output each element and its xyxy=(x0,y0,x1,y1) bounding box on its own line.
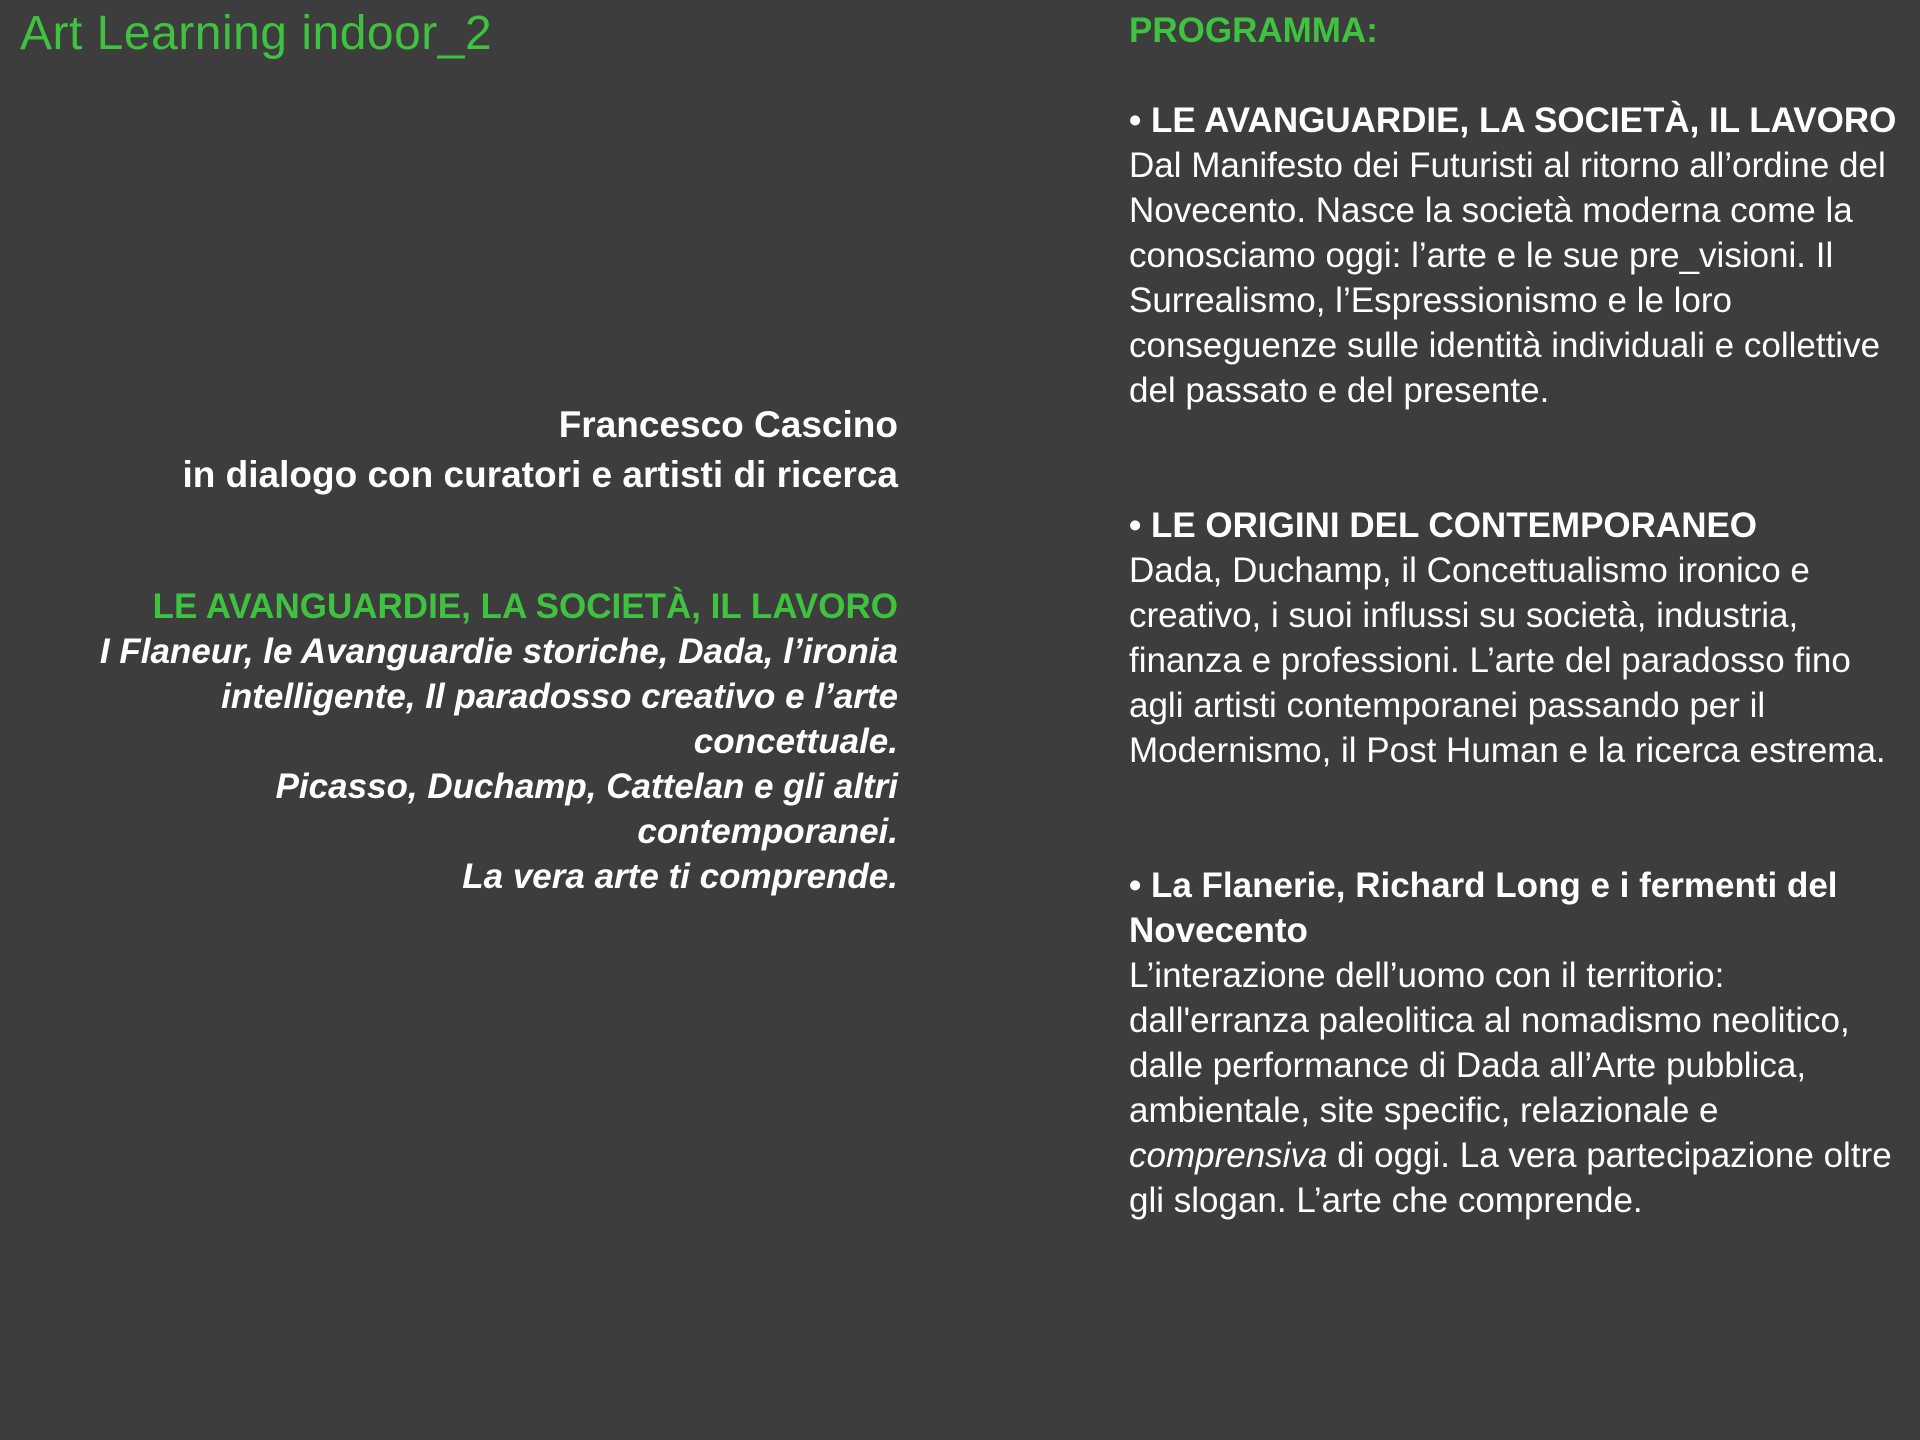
programma-label: PROGRAMMA: xyxy=(1129,11,1378,50)
section-body-emphasis: comprensiva xyxy=(1129,1136,1328,1175)
section-title: • LE ORIGINI DEL CONTEMPORANEO xyxy=(1129,506,1758,545)
section-body xyxy=(1129,953,1913,1223)
intro-line-1: I Flaneur, le Avanguardie storiche, Dada, l’ironia intelligente, Il paradosso creativo e l’arte concettuale. xyxy=(99,632,898,761)
programma-column xyxy=(1129,8,1913,1223)
programma-section-2 xyxy=(1129,503,1913,773)
section-body: Dal Manifesto dei Futuristi al ritorno all’ordine del Novecento. Nasce la società moderna come la conosciamo oggi: l’arte e le sue pre_visioni. Il Surrealismo, l’Espressionismo e le loro conseguenze sulle identità individuali e collettive del passato e del presente. xyxy=(1129,146,1886,410)
page-title: Art Learning indoor_2 xyxy=(20,7,493,60)
programma-section-1 xyxy=(1129,98,1913,413)
intro-line-3: La vera arte ti comprende. xyxy=(462,857,898,896)
section-title: • La Flanerie, Richard Long e i fermenti del Novecento xyxy=(1129,866,1838,950)
section-body-text-end: di oggi. La vera partecipazione oltre gli slogan. L’arte che comprende. xyxy=(1129,1136,1892,1220)
programma-section-3 xyxy=(1129,863,1913,1223)
section-title: • LE AVANGUARDIE, LA SOCIETÀ, IL LAVORO xyxy=(1129,101,1897,140)
section-body-text: L’interazione dell’uomo con il territorio: dall'erranza paleolitica al nomadismo neolitico, dalle performance di Dada all’Arte pubblica, ambientale, site specific, relazionale e xyxy=(1129,956,1850,1130)
author-name: Francesco Cascino xyxy=(558,404,898,445)
author-subtitle: in dialogo con curatori e artisti di ricerca xyxy=(182,454,898,495)
intro-block xyxy=(18,584,898,899)
intro-heading: LE AVANGUARDIE, LA SOCIETÀ, IL LAVORO xyxy=(152,587,898,626)
author-block xyxy=(18,400,898,500)
intro-line-2: Picasso, Duchamp, Cattelan e gli altri contemporanei. xyxy=(275,767,898,851)
section-body: Dada, Duchamp, il Concettualismo ironico e creativo, i suoi influssi su società, industria, finanza e professioni. L’arte del paradosso fino agli artisti contemporanei passando per il Modernismo, il Post Human e la ricerca estrema. xyxy=(1129,551,1886,770)
